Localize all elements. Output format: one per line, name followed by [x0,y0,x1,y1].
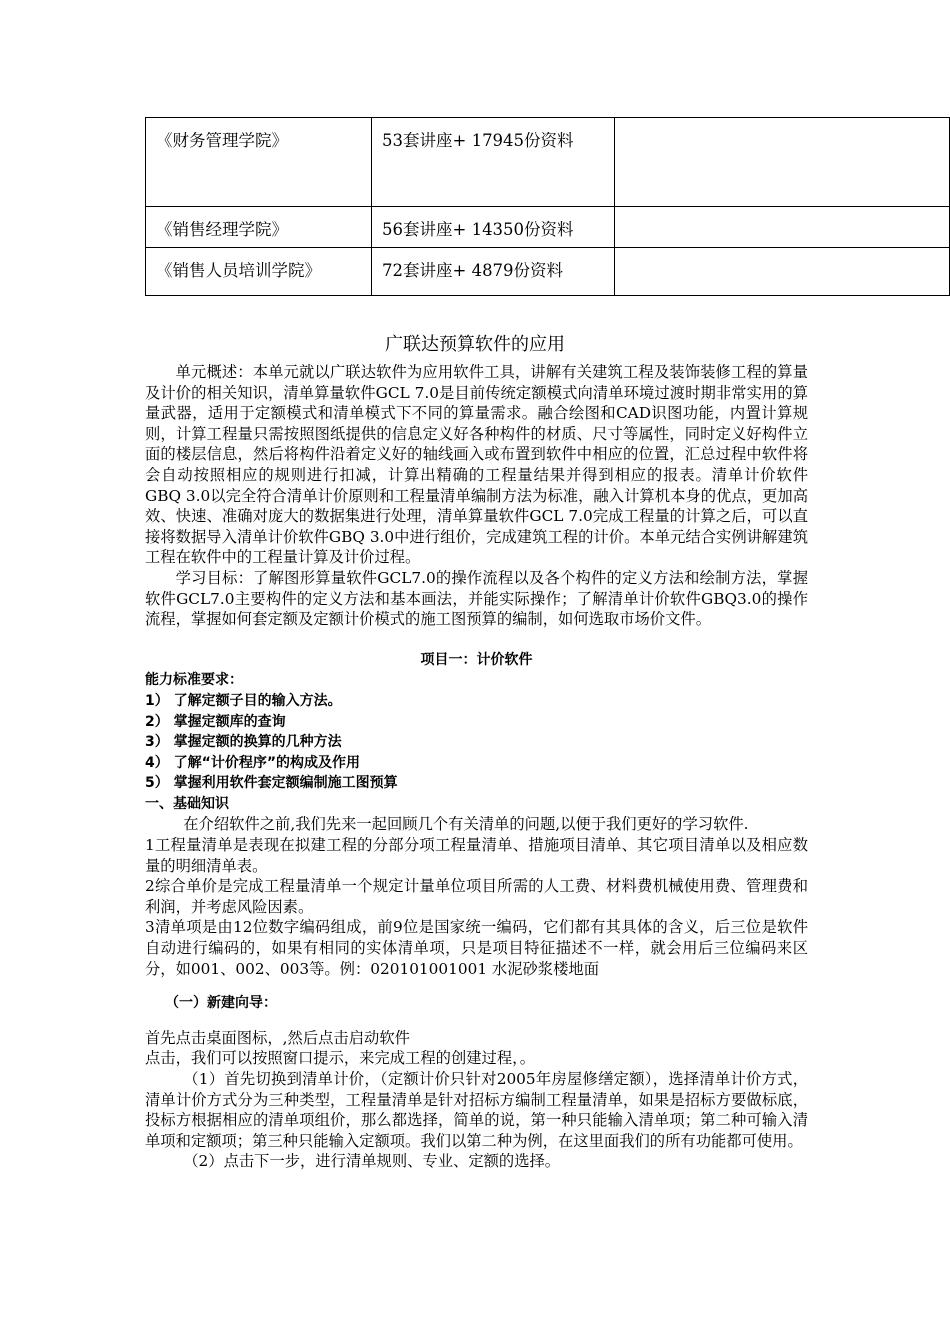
course-note [615,207,950,248]
ability-item: 1） 了解定额子目的输入方法。 [145,692,342,709]
basic-item: 3清单项是由12位数字编码组成，前9位是国家统一编码，它们都有其具体的含义，后三位是软件自动进行编码的，如果有相同的实体清单项，只是项目特征描述不一样，就会用后三位编码来区分，如001、002、003等。例：020101001001 水泥砂浆楼地面 [145,918,808,978]
ability-item: 5） 掌握利用软件套定额编制施工图预算 [145,775,398,792]
basic-intro: 在介绍软件之前,我们先来一起回顾几个有关清单的问题,以便于我们更好的学习软件. [183,815,749,834]
document-body [145,362,808,1172]
basic-item: 2综合单价是完成工程量清单一个规定计量单位项目所需的人工费、材料费机械使用费、管理费和利润，并考虑风险因素。 [145,877,808,916]
wizard-heading: （一）新建向导： [165,995,277,1012]
table-row [146,118,950,207]
step-paragraph: （2）点击下一步，进行清单规则、专业、定额的选择。 [183,1152,561,1171]
step-paragraph: （1）首先切换到清单计价，（定额计价只针对2005年房屋修缮定额），选择清单计价方式，清单计价方式分为三种类型，工程量清单是针对招标方编制工程量清单，如果是招标方要做标底，投标方根据相应的清单项组价，那么都选择，简单的说，第一种只能输入清单项；第二种可输入清单项和定额项；第三种只能输入定额项。我们以第二种为例，在这里面我们的所有功能都可使用。 [145,1070,808,1150]
course-table [145,117,950,296]
basic-heading: 一、基础知识 [145,795,229,812]
course-name: 《财务管理学院》 [146,118,372,207]
ability-heading: 能力标准要求： [145,672,243,689]
ability-item: 4） 了解“计价程序”的构成及作用 [145,754,361,771]
course-desc: 53套讲座+ 17945份资料 [372,118,615,207]
project-title: 项目一：计价软件 [420,651,533,668]
document-title: 广联达预算软件的应用 [385,334,565,355]
course-name: 《销售经理学院》 [146,207,372,248]
wizard-line: 点击，我们可以按照窗口提示，来完成工程的创建过程，。 [145,1049,536,1068]
wizard-line: 首先点击桌面图标，,然后点击启动软件 [145,1028,410,1047]
table-row [146,207,950,248]
course-desc: 56套讲座+ 14350份资料 [372,207,615,248]
basic-item: 1工程量清单是表现在拟建工程的分部分项工程量清单、措施项目清单、其它项目清单以及相应数量的明细清单表。 [145,836,808,875]
goal-paragraph: 学习目标：了解图形算量软件GCL7.0的操作流程以及各个构件的定义方法和绘制方法，掌握软件GCL7.0主要构件的定义方法和基本画法，并能实际操作；了解清单计价软件GBQ3.0的操作流程，掌握如何套定额及定额计价模式的施工图预算的编制，如何选取市场价文件。 [145,568,808,629]
ability-item: 2） 掌握定额库的查询 [145,713,286,730]
ability-item: 3） 掌握定额的换算的几种方法 [145,734,342,751]
course-note [615,118,950,207]
overview-paragraph: 单元概述：本单元就以广联达软件为应用软件工具，讲解有关建筑工程及装饰装修工程的算量及计价的相关知识，清单算量软件GCL 7.0是目前传统定额模式向清单环境过渡时期非常实用的算量武器，适用于定额模式和清单模式下不同的算量需求。融合绘图和CAD识图功能，内置计算规则，计算工程量只需按照图纸提供的信息定义好各种构件的材质、尺寸等属性，同时定义好构件立面的楼层信息，然后将构件沿着定义好的轴线画入或布置到软件中相应的位置，汇总过程中软件将会自动按照相应的规则进行扣减，计算出精确的工程量结果并得到相应的报表。清单计价软件GBQ 3.0以完全符合清单计价原则和工程量清单编制方法为标准，融入计算机本身的优点，更加高效、快速、准确对庞大的数据集进行处理，清单算量软件GCL 7.0完成工程量的计算之后，可以直接将数据导入清单计价软件GBQ 3.0中进行组价，完成建筑工程的计价。本单元结合实例讲解建筑工程在软件中的工程量计算及计价过程。 [145,363,808,567]
table-row [146,248,950,296]
course-desc: 72套讲座+ 4879份资料 [372,248,615,296]
course-note [615,248,950,296]
course-name: 《销售人员培训学院》 [146,248,372,296]
